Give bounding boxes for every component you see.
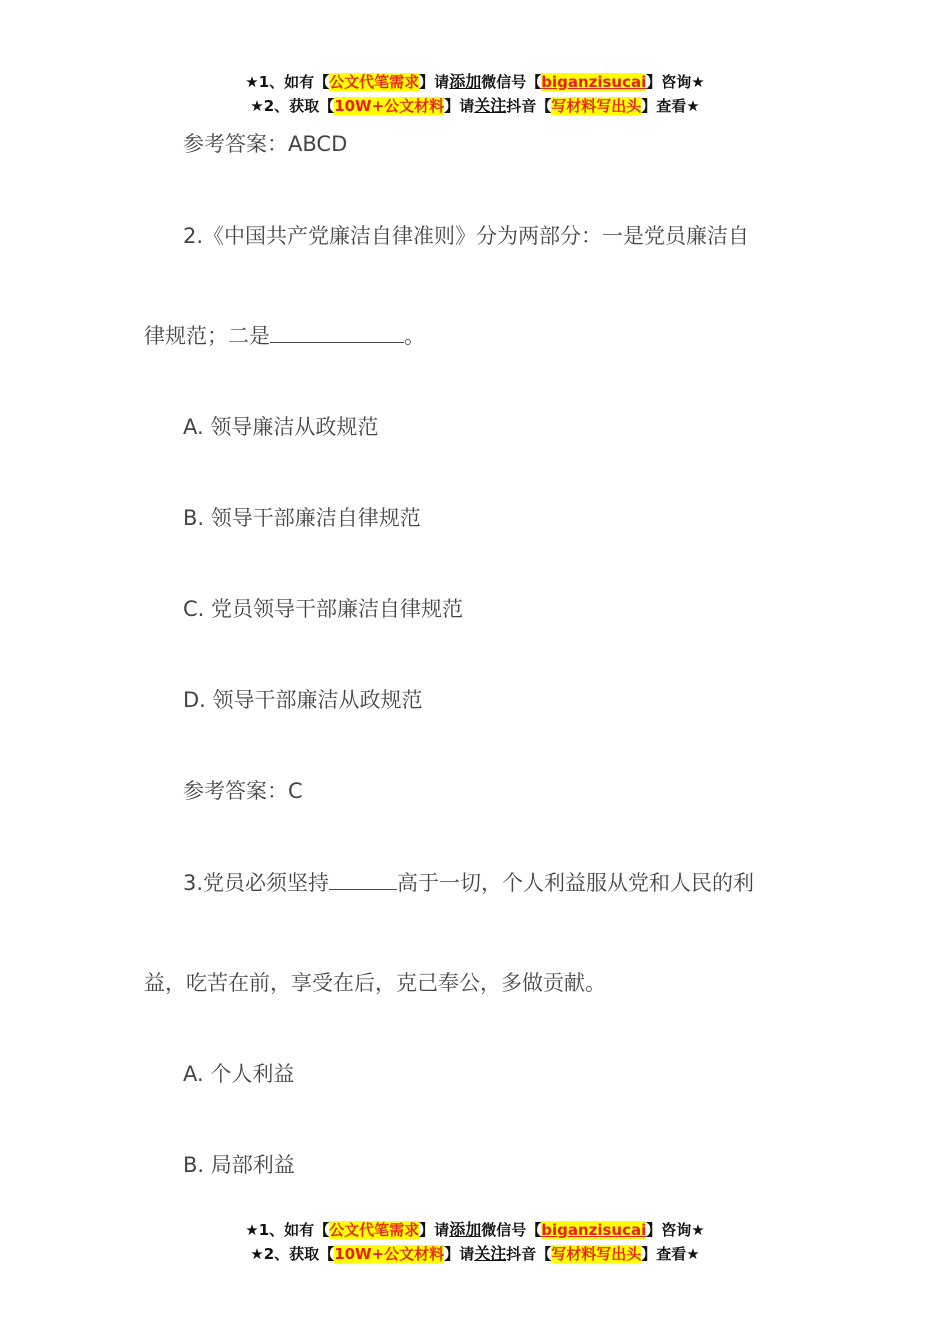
follow-emphasis: 关注 — [474, 1244, 507, 1263]
answer-1: 参考答案：ABCD — [183, 132, 348, 156]
douyin-account-highlight: 写材料写出头 — [551, 1245, 642, 1263]
question-2-option-d: D. 领导干部廉洁从政规范 — [183, 688, 423, 712]
header-line-2: ★2、获取【10W+公文材料】请关注抖音【写材料写出头】查看★ — [250, 96, 700, 115]
question-3-option-a: A. 个人利益 — [183, 1062, 295, 1086]
service-highlight: 公文代笔需求 — [329, 73, 420, 91]
fill-in-blank — [270, 322, 404, 343]
question-2-line-2: 律规范；二是 。 — [144, 324, 425, 348]
wechat-id-link[interactable]: biganzisucai — [541, 1221, 647, 1239]
question-3-line-2: 益，吃苦在前，享受在后，克己奉公，多做贡献。 — [144, 971, 606, 995]
add-emphasis: 添加 — [449, 1220, 482, 1239]
fill-in-blank — [329, 869, 397, 890]
question-2-line-1: 2.《中国共产党廉洁自律准则》分为两部分：一是党员廉洁自 — [183, 224, 750, 248]
question-2-option-a: A. 领导廉洁从政规范 — [183, 415, 379, 439]
douyin-account-highlight: 写材料写出头 — [551, 97, 642, 115]
add-emphasis: 添加 — [449, 72, 482, 91]
footer-banner — [0, 1218, 950, 1266]
question-2-option-b: B. 领导干部廉洁自律规范 — [183, 506, 421, 530]
header-banner — [0, 70, 950, 118]
question-3-line-1: 3.党员必须坚持 高于一切，个人利益服从党和人民的利 — [183, 871, 755, 895]
header-line-1: ★1、如有【公文代笔需求】请添加微信号【biganzisucai】咨询★ — [245, 72, 705, 91]
footer-line-2: ★2、获取【10W+公文材料】请关注抖音【写材料写出头】查看★ — [250, 1244, 700, 1263]
service-highlight: 公文代笔需求 — [329, 1221, 420, 1239]
question-2-option-c: C. 党员领导干部廉洁自律规范 — [183, 597, 464, 621]
follow-emphasis: 关注 — [474, 96, 507, 115]
question-3-option-b: B. 局部利益 — [183, 1153, 295, 1177]
materials-highlight: 10W+公文材料 — [334, 1245, 445, 1263]
materials-highlight: 10W+公文材料 — [334, 97, 445, 115]
footer-line-1: ★1、如有【公文代笔需求】请添加微信号【biganzisucai】咨询★ — [245, 1220, 705, 1239]
answer-2: 参考答案：C — [183, 779, 303, 803]
wechat-id-link[interactable]: biganzisucai — [541, 73, 647, 91]
